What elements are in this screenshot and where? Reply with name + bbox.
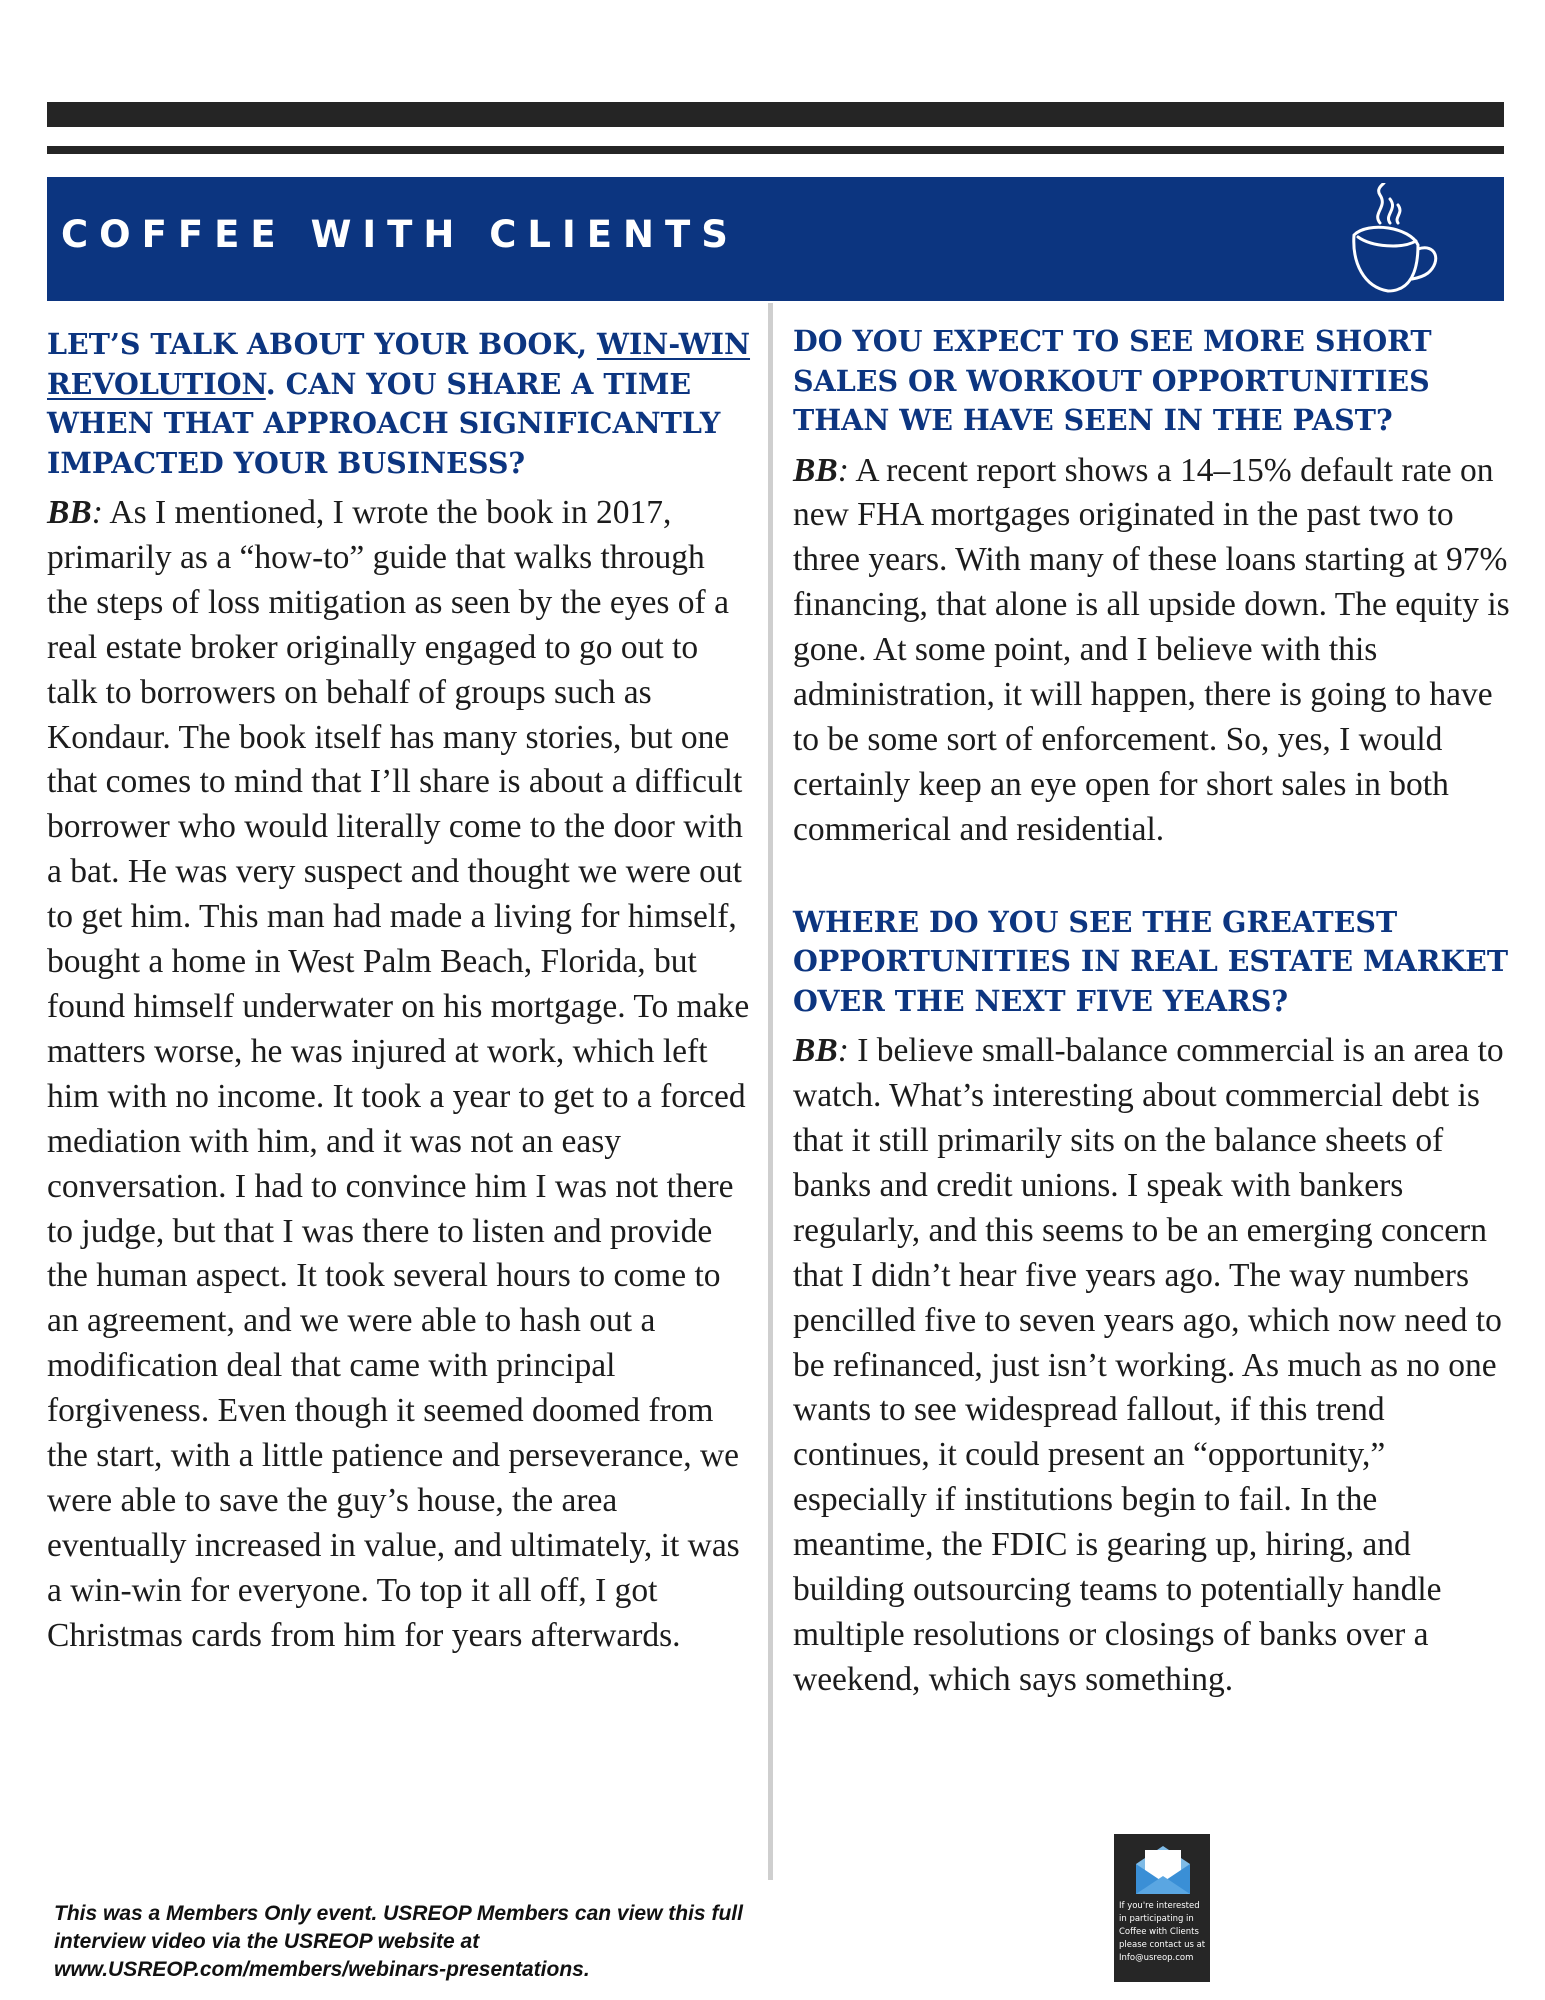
section-banner bbox=[47, 177, 1504, 301]
answer-book bbox=[47, 491, 752, 1659]
answer-book-text: As I mentioned, I wrote the book in 2017, primarily as a “how-to” guide that walks through the steps of loss mitigation as seen by the eyes of a real estate broker originally engaged to go out to talk to borrowers on behalf of groups such as Kondaur. The book itself has many stories, but one that comes to mind that I’ll share is about a difficult borrower who would literally come to the door with a bat. He was very suspect and thought we were out to get him. This man had made a living for himself, bought a home in West Palm Beach, Florida, but found himself underwater on his mortgage. To make matters worse, he was injured at work, which left him with no income. It took a year to get to a forced mediation with him, and it was not an easy conversation. I had to convince him I was not there to judge, but that I was there to listen and provide the human aspect. It took several hours to come to an agreement, and we were able to hash out a modification deal that came with principal forgiveness. Even though it seemed doomed from the start, with a little patience and perseverance, we were able to save the guy’s house, the area eventually increased in value, and ultimately, it was a win-win for everyone. To top it all off, I got Christmas cards from him for years afterwards. bbox=[47, 494, 750, 1654]
contact-promo[interactable] bbox=[1114, 1834, 1210, 1982]
contact-promo-text: If you're interested in participating in Coffee with Clients please contact us at Info@usreop.com bbox=[1119, 1901, 1206, 1963]
question-book-text: LET’S TALK ABOUT YOUR BOOK, bbox=[47, 327, 597, 361]
right-column bbox=[793, 325, 1523, 1703]
book-title: WIN-WIN REVOLUTION bbox=[47, 327, 751, 401]
column-divider bbox=[768, 303, 773, 1880]
section-title: COFFEE WITH CLIENTS bbox=[61, 213, 739, 256]
speaker-separator: : bbox=[837, 451, 849, 489]
speaker-separator: : bbox=[837, 1032, 849, 1070]
speaker-label: BB bbox=[47, 494, 92, 531]
question-book-text-end: . CAN YOU SHARE A TIME WHEN THAT APPROACH SIGNIFICANTLY IMPACTED YOUR BUSINESS? bbox=[47, 366, 721, 480]
answer-short-sales-text: A recent report shows a 14–15% default rate on new FHA mortgages originated in the past two to three years. With many of these loans starting at 97% financing, that alone is all upside down. The equity is gone. At some point, and I believe with this administration, it will happen, there is going to have to be some sort of enforcement. So, yes, I would certainly keep an eye open for short sales in both commerical and residential. bbox=[793, 451, 1510, 848]
members-only-note: This was a Members Only event. USREOP Members can view this full interview video via the USREOP website at www.USREOP.com/members/webinars-presentations. bbox=[54, 1902, 743, 1981]
answer-short-sales bbox=[793, 449, 1523, 853]
speaker-label: BB bbox=[793, 451, 838, 489]
envelope-icon bbox=[1134, 1844, 1192, 1896]
header-rule-thick bbox=[47, 102, 1504, 127]
question-book bbox=[47, 325, 752, 483]
coffee-mug-icon bbox=[1332, 183, 1452, 295]
answer-opportunities-text: I believe small-balance commercial is an area to watch. What’s interesting about commercial debt is that it still primarily sits on the balance sheets of banks and credit unions. I speak with bankers regularly, and this seems to be an emerging concern that I didn’t hear five years ago. The way numbers pencilled five to seven years ago, which now need to be refinanced, just isn’t working. As much as no one wants to see widespread fallout, if this trend continues, it could present an “opportunity,” especially if institutions begin to fail. In the meantime, the FDIC is gearing up, hiring, and building outsourcing teams to potentially handle multiple resolutions or closings of banks over a weekend, which says something. bbox=[793, 1032, 1504, 1698]
speaker-label: BB bbox=[793, 1032, 838, 1070]
speaker-separator: : bbox=[91, 494, 103, 531]
left-column bbox=[47, 325, 752, 1659]
answer-opportunities bbox=[793, 1029, 1523, 1703]
header-rule-thin bbox=[47, 146, 1504, 154]
question-opportunities: WHERE DO YOU SEE THE GREATEST OPPORTUNITIES IN REAL ESTATE MARKET OVER THE NEXT FIVE YEARS? bbox=[793, 904, 1509, 1018]
question-short-sales: DO YOU EXPECT TO SEE MORE SHORT SALES OR WORKOUT OPPORTUNITIES THAN WE HAVE SEEN IN THE PAST? bbox=[793, 324, 1432, 437]
